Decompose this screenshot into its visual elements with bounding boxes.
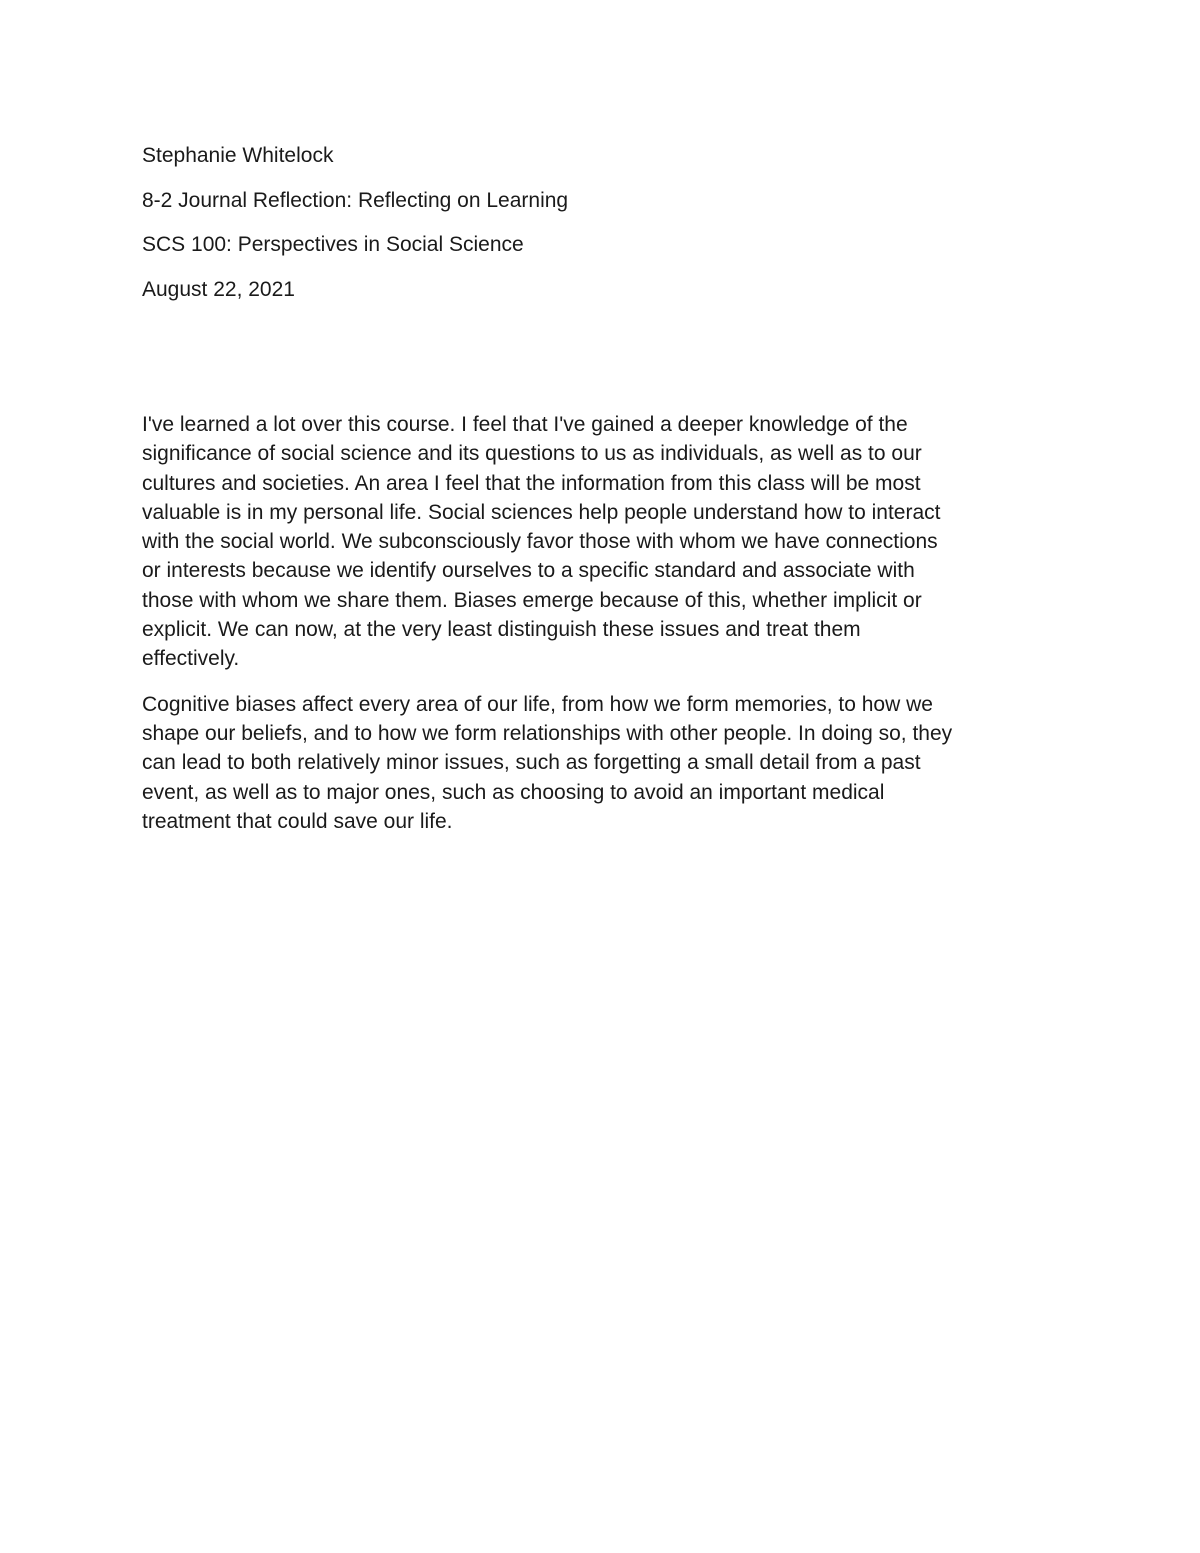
paragraph-line: shape our beliefs, and to how we form relationships with other people. In doing so, they [142, 721, 953, 745]
paragraph-2 [142, 690, 1062, 836]
assignment-title: 8-2 Journal Reflection: Reflecting on Learning [142, 188, 569, 212]
paragraph-line: explicit. We can now, at the very least distinguish these issues and treat them [142, 618, 861, 642]
paragraph-line: those with whom we share them. Biases emerge because of this, whether implicit or [142, 588, 922, 612]
paragraph-line: significance of social science and its questions to us as individuals, as well as to our [142, 442, 922, 466]
paragraph-line: treatment that could save our life. [142, 809, 453, 833]
paragraph-line: with the social world. We subconsciously favor those with whom we have connections [142, 530, 938, 554]
paragraph-line: effectively. [142, 647, 240, 671]
paragraph-line: or interests because we identify ourselves to a specific standard and associate with [142, 559, 915, 583]
paragraph-line: valuable is in my personal life. Social sciences help people understand how to interact [142, 500, 941, 524]
paragraph-line: can lead to both relatively minor issues, such as forgetting a small detail from a past [142, 751, 921, 775]
paragraph-1 [142, 410, 1062, 674]
document-body [142, 410, 1062, 852]
paragraph-line: event, as well as to major ones, such as choosing to avoid an important medical [142, 780, 885, 804]
document-header [142, 140, 1062, 318]
document-date: August 22, 2021 [142, 277, 295, 301]
paragraph-line: I've learned a lot over this course. I feel that I've gained a deeper knowledge of the [142, 413, 908, 436]
paragraph-line: Cognitive biases affect every area of our life, from how we form memories, to how we [142, 692, 933, 716]
author-name: Stephanie Whitelock [142, 144, 334, 167]
paragraph-line: cultures and societies. An area I feel that the information from this class will be most [142, 471, 921, 495]
course-name: SCS 100: Perspectives in Social Science [142, 233, 524, 256]
